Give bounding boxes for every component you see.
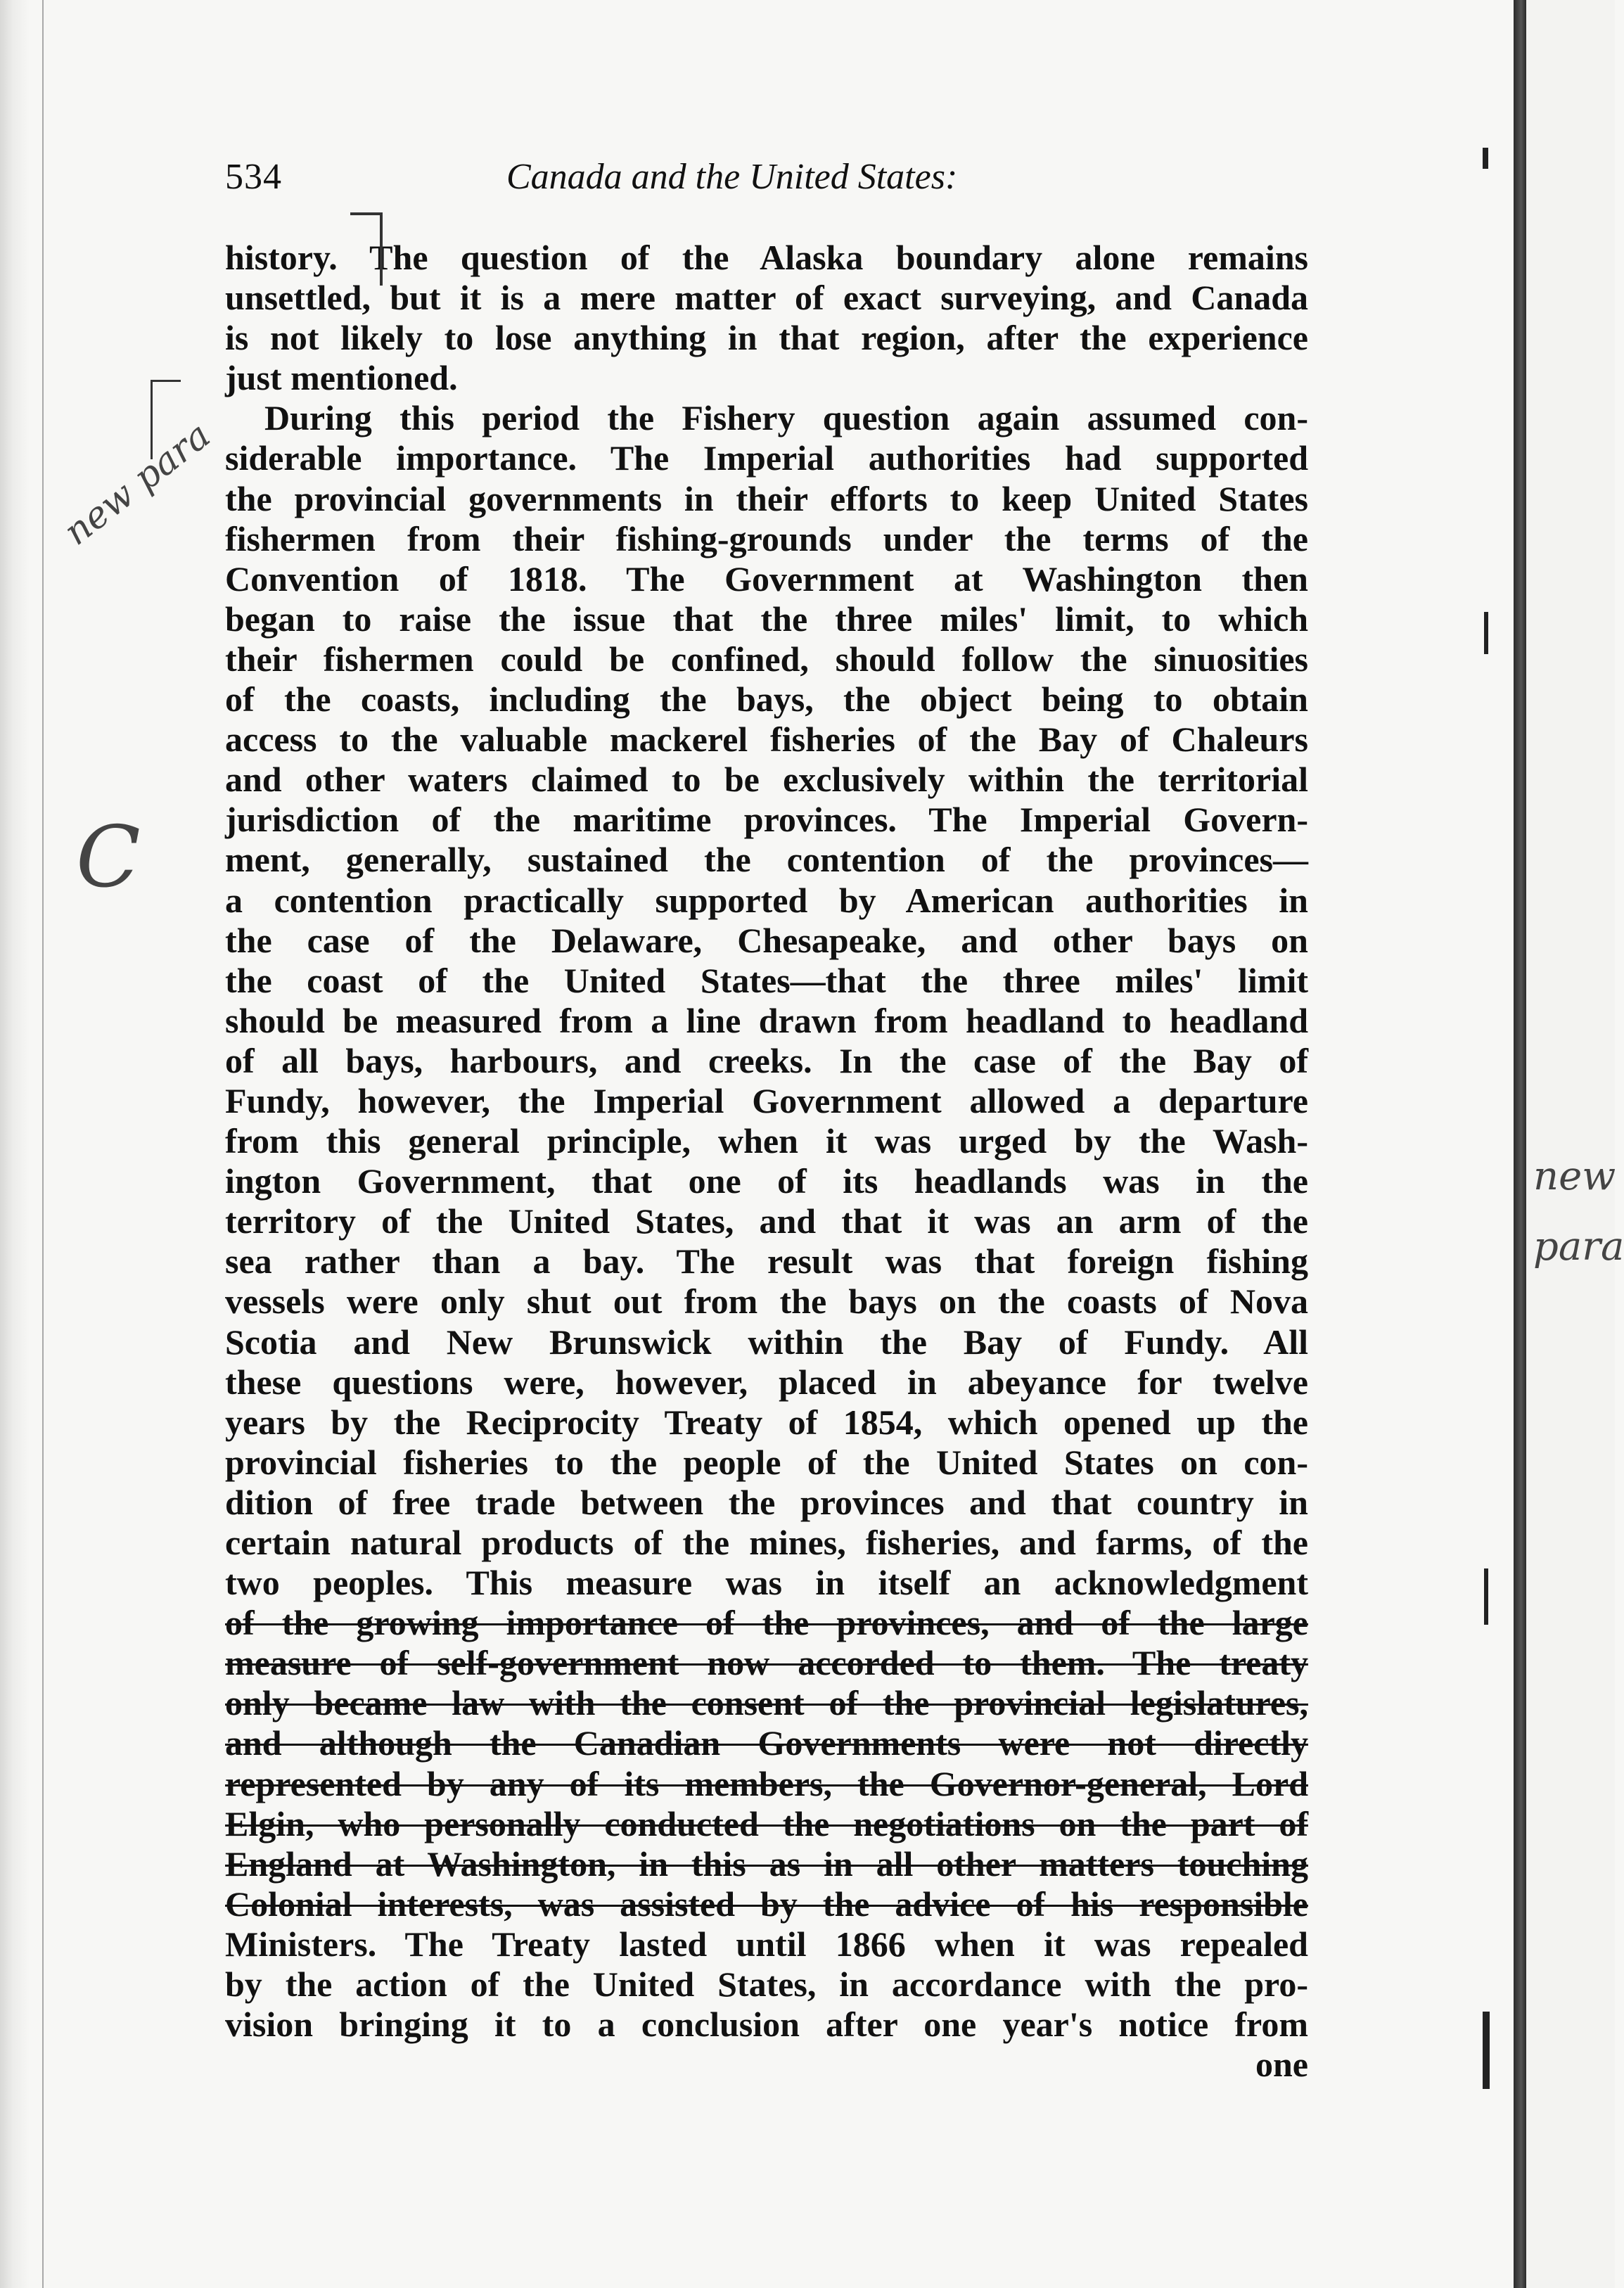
struck-text-line: of the growing importance of the provinces, and of the large [225,1603,1308,1643]
text-line: Ministers. The Treaty lasted until 1866 when it was repealed [225,1924,1308,1964]
struck-text-line: Colonial interests, was assisted by the advice of his responsible [225,1884,1308,1924]
text-line: by the action of the United States, in accordance with the pro- [225,1964,1308,2005]
text-line: these questions were, however, placed in abeyance for twelve [225,1362,1308,1402]
binding-tick [1483,2012,1490,2089]
text-line: the provincial governments in their efforts to keep United States [225,478,1308,518]
struck-text-line: represented by any of its members, the Governor-general, Lord [225,1763,1308,1803]
text-line: of all bays, harbours, and creeks. In the case of the Bay of [225,1040,1308,1080]
text-line: and other waters claimed to be exclusively within the territorial [225,760,1308,800]
running-head: Canada and the United States: [506,157,958,197]
text-line: Fundy, however, the Imperial Government allowed a departure [225,1080,1308,1120]
struck-text-line: Elgin, who personally conducted the negotiations on the part of [225,1803,1308,1843]
margin-note-para: para [1533,1224,1624,1270]
text-line: territory of the United States, and that it was an arm of the [225,1201,1308,1241]
struck-text-line: only became law with the consent of the provincial legislatures, [225,1683,1308,1723]
text-line: ment, generally, sustained the contention of the provinces— [225,840,1308,880]
text-line: vision bringing it to a conclusion after one year's notice from [225,2005,1308,2045]
text-line: unsettled, but it is a mere matter of exact surveying, and Canada [225,278,1308,318]
text-line: fishermen from their fishing-grounds under the terms of the [225,518,1308,558]
page-header [225,156,1308,212]
page-right-margin [1526,0,1615,2288]
text-line: vessels were only shut out from the bays on the coasts of Nova [225,1282,1308,1322]
text-line: access to the valuable mackerel fisheries of the Bay of Chaleurs [225,720,1308,760]
catchword: one [1255,2045,1308,2085]
page-number: 534 [225,157,282,197]
text-line: years by the Reciprocity Treaty of 1854, which opened up the [225,1402,1308,1442]
text-line: jurisdiction of the maritime provinces. The Imperial Govern- [225,800,1308,840]
text-line: siderable importance. The Imperial authorities had supported [225,438,1308,478]
binding-tick [1484,1568,1488,1625]
binding-tick [1483,148,1488,169]
page-left-rule [42,0,44,2288]
page-body [225,238,1308,2085]
text-line: a contention practically supported by American authorities in [225,880,1308,920]
text-line: Scotia and New Brunswick within the Bay of Fundy. All [225,1322,1308,1362]
text-line: is not likely to lose anything in that region, after the experience [225,318,1308,358]
text-line: dition of free trade between the provinces and that country in [225,1482,1308,1522]
text-line: sea rather than a bay. The result was that foreign fishing [225,1241,1308,1282]
struck-text-line: and although the Canadian Governments were not directly [225,1723,1308,1763]
margin-note-new-para: new para [56,414,219,554]
text-line: provincial fisheries to the people of the United States on con- [225,1442,1308,1482]
text-line: of the coasts, including the bays, the object being to obtain [225,679,1308,720]
text-line: certain natural products of the mines, fisheries, and farms, of the [225,1523,1308,1562]
margin-mark-c: C [76,809,141,907]
book-binding-edge [1514,0,1526,2288]
text-line: just mentioned. [225,358,458,398]
text-line: Convention of 1818. The Government at Washington then [225,558,1308,599]
page-left-edge [0,0,30,2288]
struck-text-line: England at Washington, in this as in all other matters touching [225,1843,1308,1884]
text-line: their fishermen could be confined, should follow the sinuosities [225,639,1308,679]
margin-note-new: new [1533,1153,1616,1199]
text-line: ington Government, that one of its headlands was in the [225,1161,1308,1201]
struck-text-line: measure of self-government now accorded to them. The treaty [225,1643,1308,1683]
paragraph-start-line: During this period the Fishery question again assumed con- [264,398,1308,438]
text-line: two peoples. This measure was in itself an acknowledgment [225,1563,1308,1603]
text-line: should be measured from a line drawn from headland to headland [225,1000,1308,1040]
binding-tick [1484,612,1488,654]
text-line: the coast of the United States—that the three miles' limit [225,960,1308,1000]
text-line: history. The question of the Alaska boundary alone remains [225,238,1308,277]
text-line: the case of the Delaware, Chesapeake, and other bays on [225,920,1308,960]
handwritten-bracket-mark [350,212,383,286]
text-line: began to raise the issue that the three miles' limit, to which [225,599,1308,639]
text-line: from this general principle, when it was urged by the Wash- [225,1121,1308,1161]
